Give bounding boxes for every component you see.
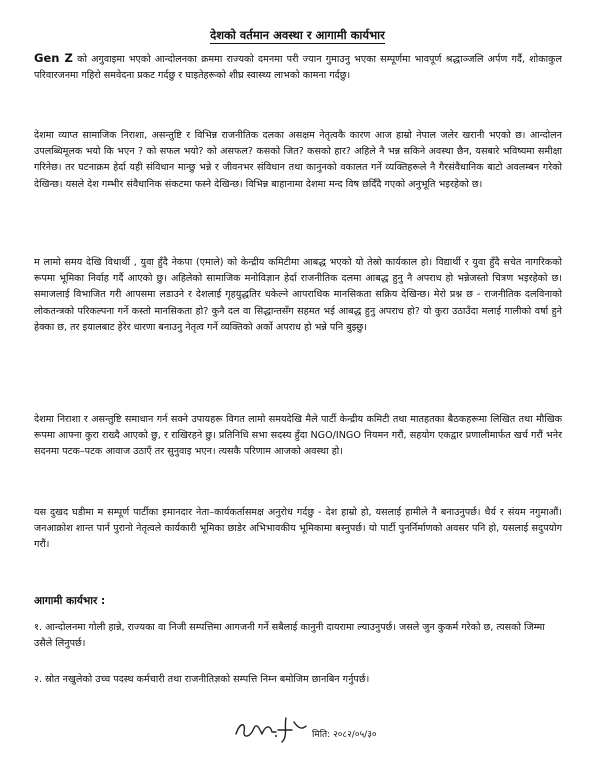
agenda-heading: आगामी कार्यभार : bbox=[34, 595, 106, 607]
paragraph-situation bbox=[34, 128, 562, 193]
paragraph-political-affiliation bbox=[34, 255, 562, 336]
signature-icon bbox=[232, 708, 310, 744]
paragraph-text: म लामो समय देखि विधार्थी , युवा हुँदै नेकपा (एमाले) को केन्द्रीय कमिटीमा आबद्ध भएको यो तेस्रो कार्यकाल हो। विद्यार्थी र युवा हुँदै सचेत नागरिकको रूपमा भूमिका निर्वाह गर्दै आएको छु। अहिलेको सामाजिक मनोविज्ञान हेर्दा राजनीतिक दलमा आबद्ध हुनु नै अपराध हो भन्नेजस्तो चित्रण भइरहेको छ। समाजलाई विभाजित गरी आपसमा लडाउने र देशलाई गृहयुद्धतिर धकेल्ने आपराधिक मानसिकता सक्रिय देखिन्छ। मेरो प्रश्न छ - राजनीतिक दलविनाको लोकतन्त्रको परिकल्पना गर्ने कस्तो मानसिकता हो? कुनै दल वा सिद्धान्तसँग सहमत भई आबद्ध हुनु अपराध हो? यो कुरा उठाउँदा मलाई गालीको वर्षा हुने हेक्का छ, तर इयालबाट हेरेर धारणा बनाउनु नेतृत्व गर्ने व्यक्तिको अर्को अपराध हो भन्ने पनि बुझ्छु। bbox=[34, 257, 562, 333]
paragraph-lead-genz: Gen Z bbox=[34, 51, 73, 65]
paragraph-appeal bbox=[34, 505, 562, 554]
paragraph-text: देशमा निराशा र असन्तुष्टि समाधान गर्न सक्ने उपायहरू विगत लामो समयदेखि मैले पार्टी केन्द्रीय कमिटी तथा मातहतका बैठकहरूमा लिखित तथा मौखिक रूपमा आफ्ना कुरा राख्दै आएको छु, र राखिरहने छु। प्रतिनिधि सभा सदस्य हुँदा NGO/INGO नियमन गरौं, सहयोग एकद्वार प्रणालीमार्फत खर्च गरौं भनेर सदनमा पटक–पटक आवाज उठाएँ तर सुनुवाइ भएन। त्यसकै परिणाम आजको अवस्था हो। bbox=[34, 414, 562, 458]
agenda-item-1: १. आन्दोलनमा गोली हान्ने, राज्यका वा निजी सम्पत्तिमा आगजनी गर्ने सबैलाई कानुनी दायरामा ल्याउनुपर्छ। जसले जुन कुकर्म गरेको छ, त्यसको जिम्मा उसैले लिनुपर्छ। bbox=[34, 622, 545, 650]
paragraph-tribute bbox=[34, 50, 562, 84]
agenda-item-2: २. स्रोत नखुलेको उच्च पदस्थ कर्मचारी तथा राजनीतिज्ञको सम्पत्ति निम्न बमोजिम छानबिन गर्नुपर्छ। bbox=[34, 674, 370, 685]
document-title bbox=[0, 28, 595, 43]
document-title-text: देशको वर्तमान अवस्था र आगामी कार्यभार bbox=[210, 28, 385, 42]
document-date: मिति: २०८२/०५/३० bbox=[312, 730, 377, 740]
paragraph-text: को अगुवाइमा भएको आन्दोलनका क्रममा राज्यको दमनमा परी ज्यान गुमाउनु भएका सम्पूर्णमा भावपूर्ण श्रद्धाञ्जलि अर्पण गर्दै, शोकाकुल परिवारजनमा गहिरो समवेदना प्रकट गर्दछु र घाइतेहरूको शीघ्र स्वास्थ्य लाभको कामना गर्दछु। bbox=[34, 54, 562, 82]
paragraph-text: देशमा व्याप्त सामाजिक निराशा, असन्तुष्टि र विभिन्न राजनीतिक दलका असक्षम नेतृत्वकै कारण आज हाम्रो नेपाल जलेर खरानी भएको छ। आन्दोलन उपलब्धिमूलक भयो कि भएन ? को सफल भयो? को असफल? कसको जित? कसको हार? अहिले नै भन्न सकिने अवस्था छैन, यसबारे भविष्यमा समीक्षा गरिनेछ। तर घटनाक्रम हेर्दा यही संविधान मान्छु भन्ने र जीवनभर संविधान तथा कानुनको वकालत गर्ने व्यक्तिहरूले नै गैरसंवैधानिक बाटो अवलम्बन गरेको देखिन्छ। यसले देश गम्भीर संवैधानिक संकटमा फस्ने देखिन्छ। विभिन्न बाहानामा देशमा मन्द विष छर्दिँदै गएको अनुभूति भइरहेको छ। bbox=[34, 130, 562, 190]
paragraph-solutions bbox=[34, 412, 562, 461]
paragraph-text: यस दुखद घडीमा म सम्पूर्ण पार्टीका इमानदार नेता–कार्यकर्तासमक्ष अनुरोध गर्दछु - देश हाम्रो हो, यसलाई हामीले नै बनाउनुपर्छ। धैर्य र संयम नगुमाऔं। जनआक्रोश शान्त पार्न पुरानो नेतृत्वले कार्यकारी भूमिका छाडेर अभिभावकीय भूमिकामा बस्नुपर्छ। यो पार्टी पुनर्निर्माणको अवसर पनि हो, यसलाई सदुपयोग गरौं। bbox=[34, 507, 562, 551]
